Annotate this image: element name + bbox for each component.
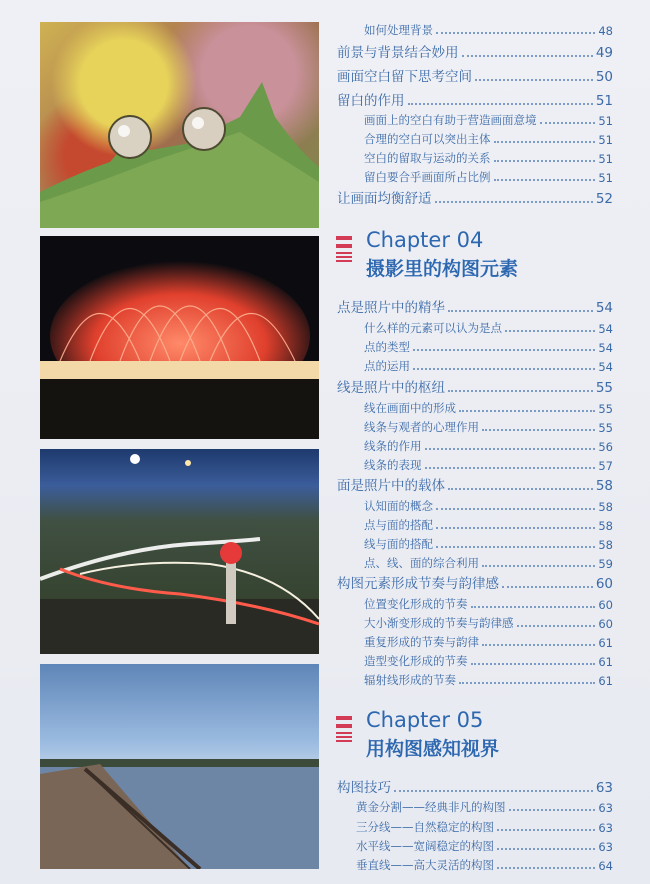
toc-entry-page: 63 [598,840,613,854]
toc-entry-title: 线条与观者的心理作用 [364,420,479,434]
dot-leader [448,488,593,490]
toc-entry[interactable] [337,298,613,316]
toc-entry[interactable] [364,670,613,688]
toc-entry[interactable] [337,574,613,592]
toc-entry-page: 61 [598,636,613,650]
toc-entry-title: 认知面的概念 [364,499,433,513]
chapter-05-title: 用构图感知视界 [366,738,500,760]
toc-entry-title: 点的类型 [364,340,410,354]
toc-entry-page: 51 [598,171,613,185]
chapter-04-title: 摄影里的构图元素 [366,258,519,280]
toc-entry-page: 51 [595,93,613,109]
dot-leader [436,527,595,529]
chapter-05-number: Chapter 05 [366,708,484,732]
photo-lake-boardwalk [40,664,319,869]
toc-entry[interactable] [364,398,613,416]
dot-leader [436,32,595,34]
dot-leader [394,790,593,792]
toc-entry-title: 线条的表现 [364,458,422,472]
toc-entry[interactable] [364,632,613,650]
dot-leader [436,508,595,510]
dot-leader [462,55,593,57]
toc-entry[interactable] [364,318,613,336]
toc-entry-title: 三分线——自然稳定的构图 [356,820,494,834]
toc-entry-title: 合理的空白可以突出主体 [364,132,491,146]
toc-entry-page: 51 [598,152,613,166]
toc-entry-page: 55 [598,402,613,416]
toc-entry-page: 48 [598,24,613,38]
toc-entry[interactable] [356,855,613,873]
toc-entry-title: 点与面的搭配 [364,518,433,532]
toc-entry-page: 58 [595,478,613,494]
toc-entry-page: 61 [598,674,613,688]
toc-entry-title: 让画面均衡舒适 [337,191,432,207]
toc-entry-title: 构图元素形成节奏与韵律感 [337,576,499,592]
toc-entry-page: 50 [595,69,613,85]
toc-entry-page: 54 [598,322,613,336]
dot-leader [448,390,593,392]
dot-leader [471,663,596,665]
toc-entry-page: 51 [598,114,613,128]
toc-entry-page: 63 [595,780,613,796]
dot-leader [497,867,595,869]
toc-entry[interactable] [364,534,613,552]
toc-entry[interactable] [364,651,613,669]
toc-entry[interactable] [337,778,613,796]
toc-entry-title: 留白要合乎画面所占比例 [364,170,491,184]
toc-entry-page: 49 [595,45,613,61]
toc-entry-page: 56 [598,440,613,454]
toc-entry[interactable] [356,797,613,815]
toc-entry-title: 什么样的元素可以认为是点 [364,321,502,335]
toc-entry[interactable] [356,817,613,835]
toc-entry-title: 位置变化形成的节奏 [364,597,468,611]
toc-entry-title: 辐射线形成的节奏 [364,673,456,687]
toc-entry-page: 60 [598,617,613,631]
toc-entry-page: 54 [595,300,613,316]
toc-entry-page: 54 [598,360,613,374]
toc-entry[interactable] [337,91,613,109]
toc-entry[interactable] [364,594,613,612]
toc-entry[interactable] [364,496,613,514]
toc-entry-title: 水平线——宽阔稳定的构图 [356,839,494,853]
toc-entry[interactable] [364,613,613,631]
toc-entry-page: 51 [598,133,613,147]
toc-entry[interactable] [364,417,613,435]
photo-water-droplets [40,22,319,228]
toc-entry-page: 58 [598,500,613,514]
dot-leader [509,809,596,811]
dot-leader [425,467,596,469]
toc-entry-page: 58 [598,519,613,533]
toc-entry-page: 57 [598,459,613,473]
toc-entry[interactable] [337,189,613,207]
toc-entry-title: 造型变化形成的节奏 [364,654,468,668]
dot-leader [494,141,596,143]
lake-illustration [40,664,319,869]
dot-leader [448,310,593,312]
dot-leader [497,829,595,831]
toc-entry-title: 重复形成的节奏与韵律 [364,635,479,649]
toc-entry[interactable] [364,356,613,374]
toc-entry-title: 空白的留取与运动的关系 [364,151,491,165]
dot-leader [459,410,595,412]
dot-leader [435,201,593,203]
toc-entry[interactable] [337,378,613,396]
chapter-marker-icon [336,236,352,264]
dot-leader [540,122,596,124]
toc-entry-page: 58 [598,538,613,552]
toc-entry[interactable] [364,455,613,473]
toc-entry-title: 线是照片中的枢纽 [337,380,445,396]
toc-entry-title: 前景与背景结合妙用 [337,45,459,61]
toc-entry-title: 面是照片中的载体 [337,478,445,494]
dot-leader [475,79,593,81]
photo-fountain [40,236,319,439]
toc-entry-title: 如何处理背景 [364,23,433,37]
toc-entry-page: 55 [598,421,613,435]
toc-entry[interactable] [337,476,613,494]
toc-entry-page: 61 [598,655,613,669]
toc-entry[interactable] [364,436,613,454]
toc-entry[interactable] [356,836,613,854]
dot-leader [494,160,596,162]
toc-entry-title: 留白的作用 [337,93,405,109]
toc-entry-page: 54 [598,341,613,355]
chapter-marker-icon [336,716,352,744]
dot-leader [471,606,596,608]
dot-leader [502,586,593,588]
toc-entry-page: 55 [595,380,613,396]
dot-leader [413,368,595,370]
toc-entry-title: 大小渐变形成的节奏与韵律感 [364,616,514,630]
chapter-04-number: Chapter 04 [366,228,484,252]
dot-leader [494,179,596,181]
toc-entry-title: 点、线、面的综合利用 [364,556,479,570]
dot-leader [408,103,593,105]
toc-entry-title: 画面空白留下思考空间 [337,69,472,85]
dot-leader [459,682,595,684]
dot-leader [505,330,595,332]
toc-entry-page: 52 [595,191,613,207]
toc-entry[interactable] [364,553,613,571]
fountain-illustration [40,236,319,439]
toc-entry-title: 线与面的搭配 [364,537,433,551]
toc-entry-page: 63 [598,821,613,835]
toc-entry-page: 63 [598,801,613,815]
toc-entry-page: 64 [598,859,613,873]
dot-leader [517,625,596,627]
toc-entry[interactable] [337,43,613,61]
dot-leader [497,848,595,850]
toc-entry[interactable] [364,515,613,533]
toc-entry-title: 黄金分割——经典非凡的构图 [356,800,506,814]
dot-leader [482,565,595,567]
dot-leader [482,429,595,431]
toc-entry-title: 线条的作用 [364,439,422,453]
toc-entry-page: 60 [595,576,613,592]
toc-entry[interactable] [337,67,613,85]
dot-leader [436,546,595,548]
toc-entry[interactable] [364,129,613,147]
toc-entry[interactable] [364,337,613,355]
toc-entry-title: 构图技巧 [337,780,391,796]
toc-entry-title: 点的运用 [364,359,410,373]
toc-entry[interactable] [364,167,613,185]
toc-entry[interactable] [364,148,613,166]
dot-leader [425,448,596,450]
toc-entry[interactable] [364,110,613,128]
dot-leader [482,644,595,646]
photo-winding-street [40,449,319,654]
droplets-illustration [40,22,319,228]
toc-entry-title: 画面上的空白有助于营造画面意境 [364,113,537,127]
street-illustration [40,449,319,654]
toc-entry-page: 59 [598,557,613,571]
toc-entry-title: 线在画面中的形成 [364,401,456,415]
dot-leader [413,349,595,351]
toc-entry[interactable] [364,20,613,38]
toc-entry-page: 60 [598,598,613,612]
toc-entry-title: 垂直线——高大灵活的构图 [356,858,494,872]
toc-entry-title: 点是照片中的精华 [337,300,445,316]
